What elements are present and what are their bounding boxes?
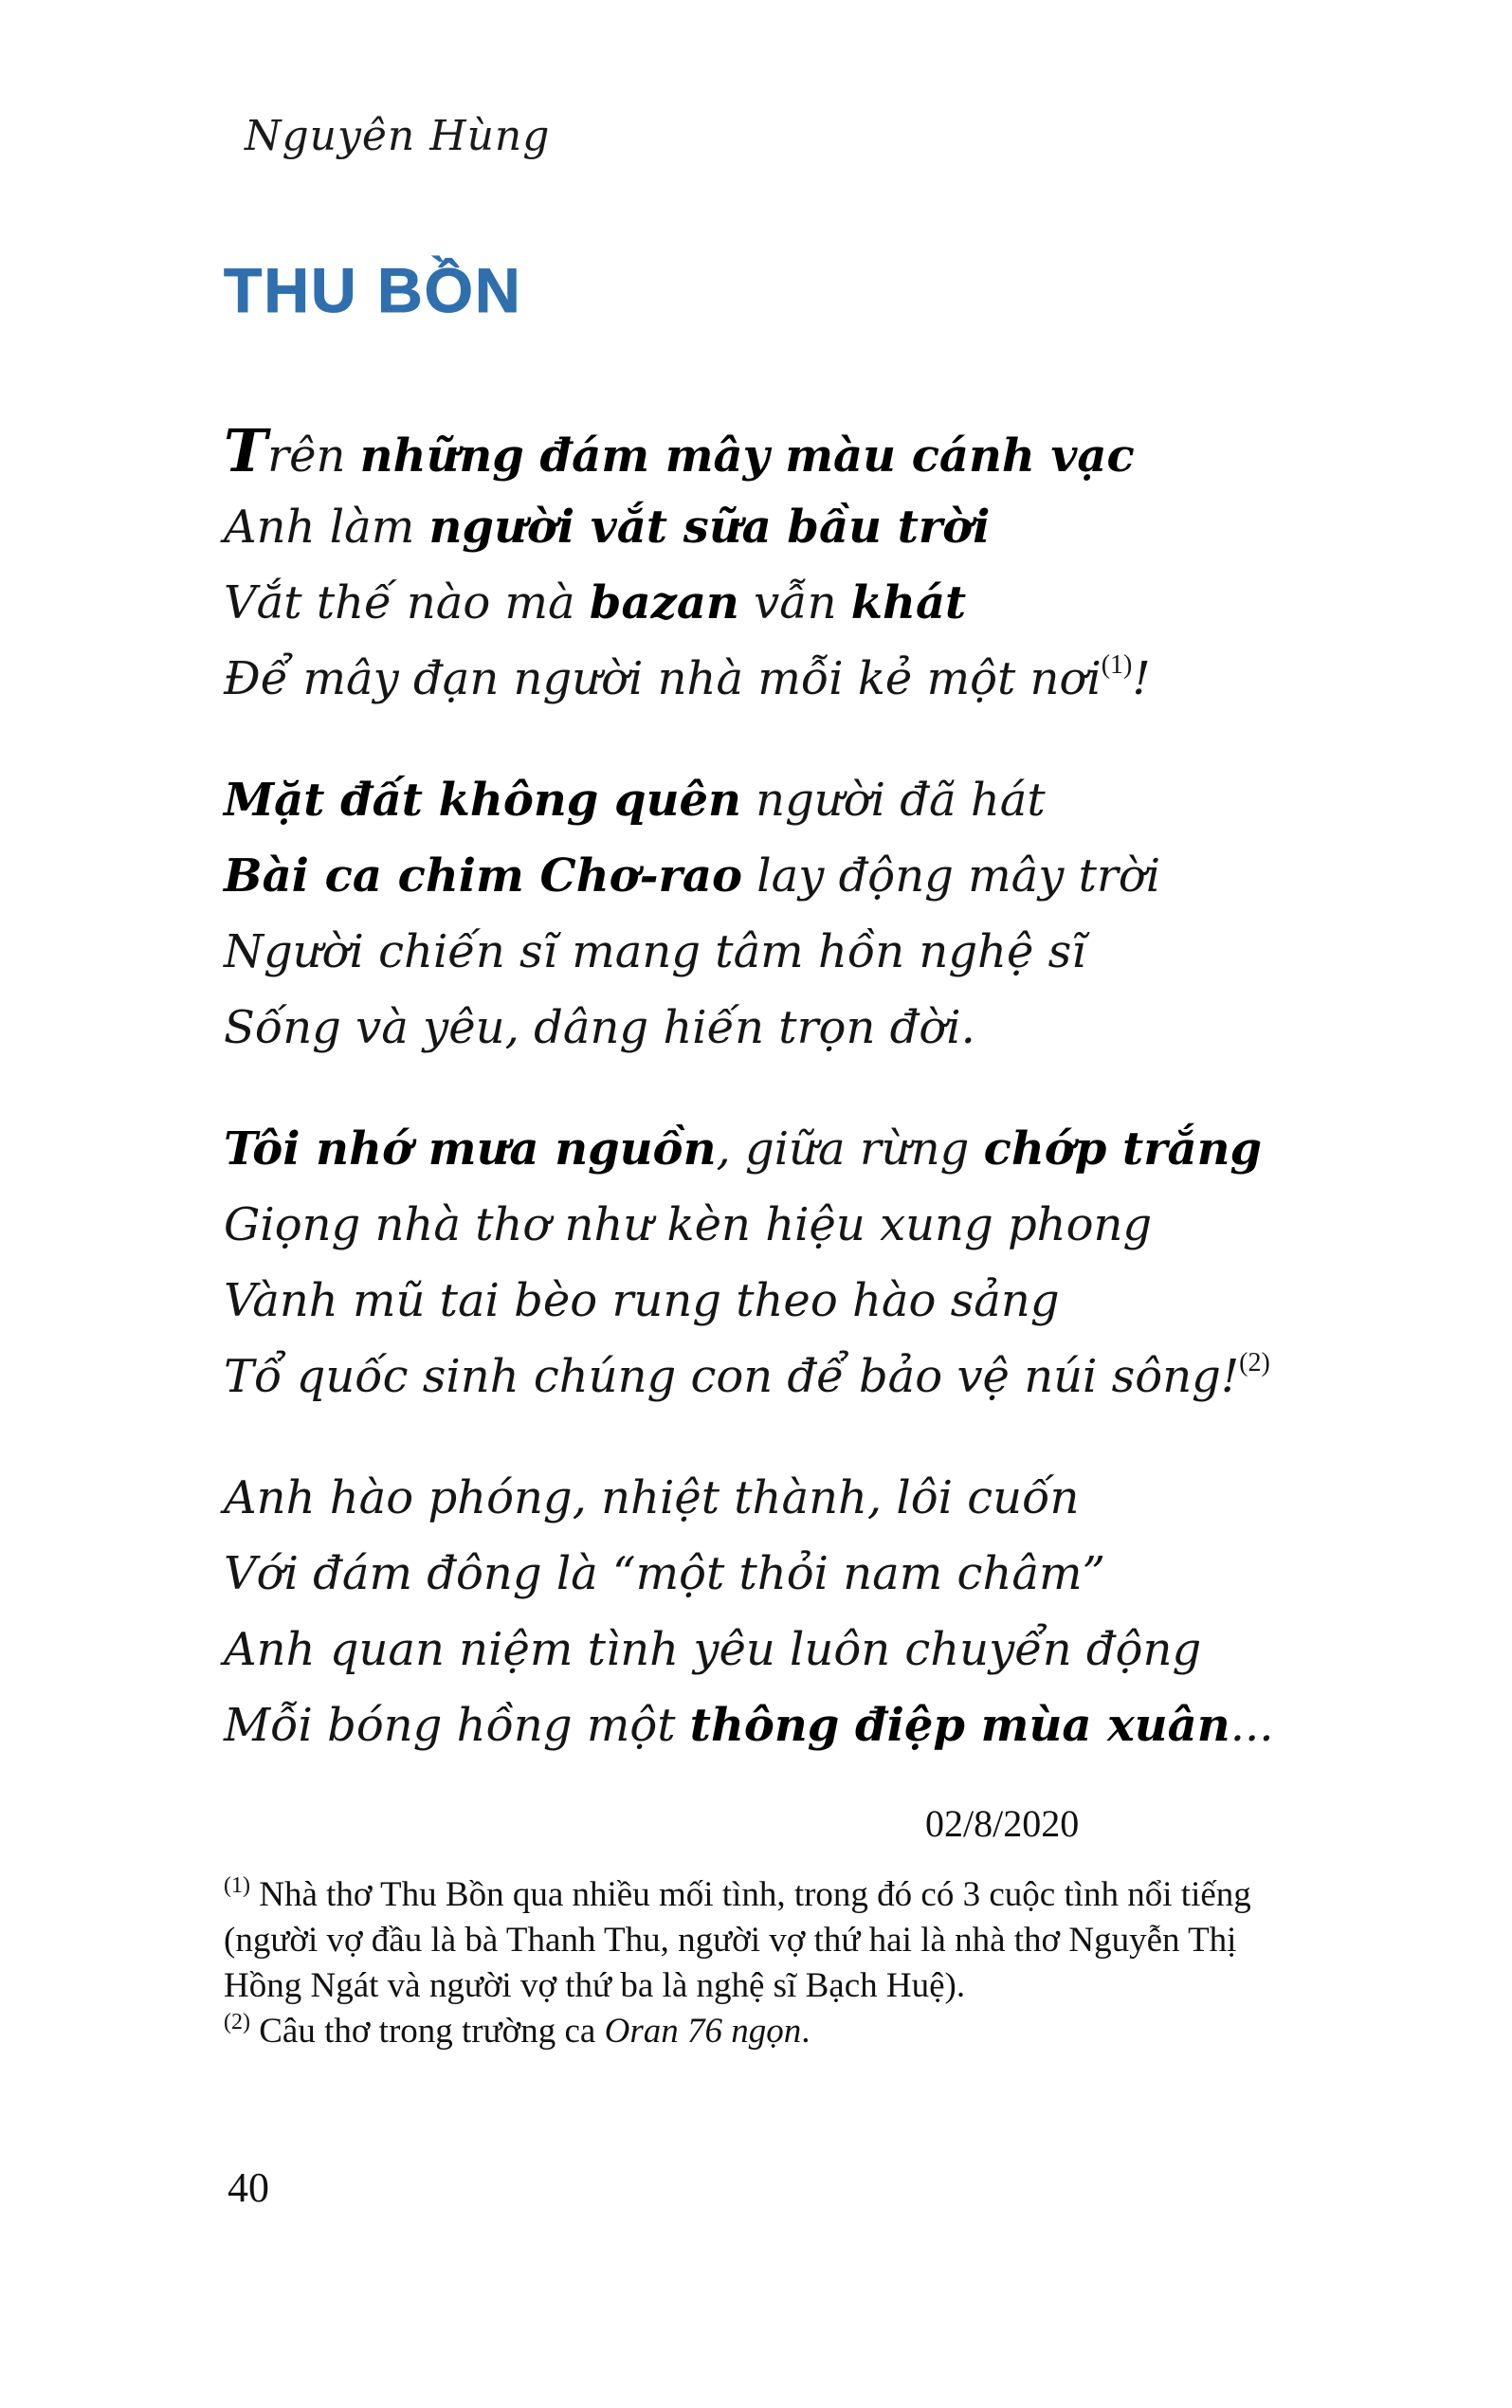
line-emphasis: khát: [850, 576, 967, 629]
poem-date: 02/8/2020: [925, 1802, 1080, 1845]
footnote-ref-1[interactable]: (1): [1101, 650, 1133, 680]
line-emphasis: những đám mây màu cánh vạc: [359, 429, 1135, 483]
line-emphasis: Mặt đất không quên: [224, 774, 741, 827]
line-text: người đã hát: [740, 774, 1046, 827]
poem-line: Anh hào phóng, nhiệt thành, lôi cuốn: [224, 1471, 1080, 1524]
stanza-4: [224, 1460, 1361, 1763]
poem-line: Với đám đông là “một thỏi nam châm”: [224, 1547, 1106, 1600]
line-emphasis: chớp trắng: [983, 1122, 1263, 1176]
poem-line: [224, 1687, 1361, 1763]
line-text: lay động mây trời: [741, 849, 1161, 903]
line-text: Mỗi bóng hồng một: [224, 1699, 690, 1752]
footnote-text: .: [801, 2012, 811, 2051]
footnote-2: [224, 2009, 1285, 2054]
line-emphasis: Bài ca chim Chơ-rao: [224, 849, 742, 903]
poem-line: [224, 489, 1361, 565]
poem-line: [224, 838, 1361, 914]
poem-line: [224, 565, 1361, 641]
line-emphasis: thông điệp mùa xuân: [689, 1699, 1230, 1752]
page-number: 40: [228, 2164, 269, 2211]
poem-line: [224, 1339, 1361, 1414]
footnote-1: [224, 1872, 1285, 2009]
line-text: vẫn: [738, 576, 851, 629]
footnote-mark: (2): [224, 2010, 250, 2034]
stanza-2: [224, 762, 1361, 1066]
poem-line: Anh quan niệm tình yêu luôn chuyển động: [224, 1623, 1202, 1676]
line-emphasis: bazan: [589, 576, 739, 629]
line-text: Để mây đạn người nhà mỗi kẻ một nơi: [224, 652, 1102, 705]
line-text: rên: [267, 429, 360, 483]
footnote-text: Câu thơ trong trường ca: [249, 2012, 605, 2051]
poem-line: Người chiến sĩ mang tâm hồn nghệ sĩ: [224, 925, 1086, 978]
drop-cap: T: [224, 416, 268, 485]
footnote-ref-2[interactable]: (2): [1239, 1348, 1270, 1377]
line-text: ...: [1230, 1699, 1274, 1752]
line-text: Vắt thế nào mà: [224, 576, 590, 629]
footnote-italic: Oran 76 ngọn: [604, 2012, 802, 2051]
running-header-author: Nguyên Hùng: [245, 112, 551, 160]
poem-line: [224, 762, 1361, 838]
poem-line: [224, 641, 1361, 717]
stanza-1: [224, 413, 1361, 717]
footnote-text: Nhà thơ Thu Bồn qua nhiều mối tình, trong đó có 3 cuộc tình nổi tiếng (người vợ đầu là bà Thanh Thu, người vợ thứ hai là nhà thơ Nguyễn Thị Hồng Ngát và người vợ thứ ba là nghệ sĩ Bạch Huệ).: [224, 1875, 1251, 2005]
line-text: !: [1132, 652, 1151, 705]
stanza-3: [224, 1111, 1361, 1414]
poem-line: [224, 413, 1361, 489]
poem-body: [224, 413, 1361, 1809]
line-emphasis: người vắt sữa bầu trời: [428, 501, 991, 554]
poem-line: Vành mũ tai bèo rung theo hào sảng: [224, 1274, 1060, 1327]
poem-title: THU BỒN: [224, 255, 522, 325]
poem-line: Giọng nhà thơ như kèn hiệu xung phong: [224, 1198, 1153, 1251]
line-text: Anh làm: [224, 501, 429, 554]
line-text: Tổ quốc sinh chúng con để bảo vệ núi sông!: [224, 1350, 1240, 1403]
poem-line: [224, 1111, 1361, 1187]
footnote-mark: (1): [224, 1873, 250, 1898]
line-text: , giữa rừng: [716, 1122, 984, 1176]
poem-line: Sống và yêu, dâng hiến trọn đời.: [224, 1001, 975, 1054]
footnotes: [224, 1872, 1285, 2054]
line-emphasis: Tôi nhớ mưa nguồn: [224, 1122, 717, 1176]
